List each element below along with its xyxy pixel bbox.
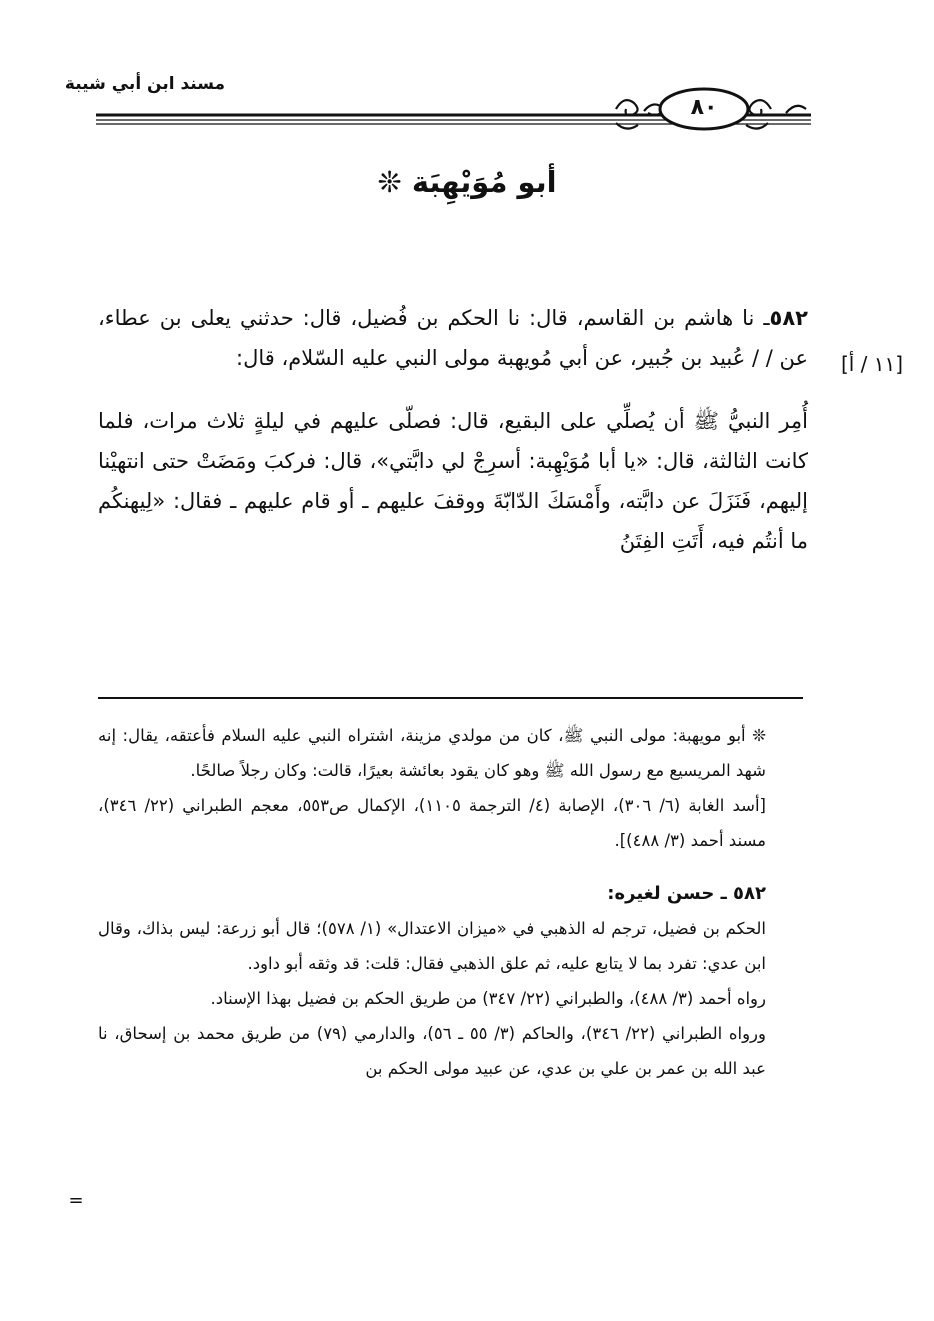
main-text xyxy=(98,298,808,561)
margin-reference: [١١ / أ] xyxy=(840,352,904,376)
footnote-sources: [أسد الغابة (٦/ ٣٠٦)، الإصابة (٤/ الترجمة ١١٠٥)، الإكمال ص٥٥٣، معجم الطبراني (٢٢/ ٣٤٦)، مسند أحمد (٣/ ٤٨٨)]. xyxy=(98,796,766,850)
continuation-mark: = xyxy=(68,1190,84,1211)
page-number: ٨٠ xyxy=(690,95,718,120)
running-title: مسند ابن أبي شيبة xyxy=(64,74,226,94)
hadith-number: ٥٨٢ xyxy=(769,306,808,330)
grading-note: رواه أحمد (٣/ ٤٨٨)، والطبراني (٢٢/ ٣٤٧) من طريق الحكم بن فضيل بهذا الإسناد. xyxy=(210,989,766,1008)
footnotes xyxy=(98,718,766,1086)
section-title: أبو مُوَيْهِبَة ❊ xyxy=(377,165,557,199)
grading-heading: ٥٨٢ ـ حسن لغيره: xyxy=(607,883,766,904)
grading-note: الحكم بن فضيل، ترجم له الذهبي في «ميزان الاعتدال» (١/ ٥٧٨)؛ قال أبو زرعة: ليس بذاك، وقال ابن عدي: تفرد بما لا يتابع عليه، ثم علق الذهبي فقال: قلت: قد وثقه أبو داود. xyxy=(98,919,767,973)
footnote-divider xyxy=(98,697,803,699)
grading-note: ورواه الطبراني (٢٢/ ٣٤٦)، والحاكم (٣/ ٥٥ ـ ٥٦)، والدارمي (٧٩) من طريق محمد بن إسحاق، نا عبد الله بن عمر بن علي بن عدي، عن عبيد مولى الحكم بن xyxy=(98,1024,766,1078)
footnote-biography: ❊ أبو مويهبة: مولى النبي ﷺ، كان من مولدي مزينة، اشتراه النبي عليه السلام فأعتقه، يقال: إنه شهد المريسيع مع رسول الله ﷺ وهو كان يقود بعائشة بعيرًا، قالت: وكان رجلاً صالحًا. xyxy=(98,726,766,780)
matn-paragraph: أُمِر النبيُّ ﷺ أن يُصلِّي على البقيع، قال: فصلّى عليهم في ليلةٍ ثلاث مرات، فلما كانت الثالثة، قال: «يا أبا مُوَيْهِبة: أسرِجْ لي دابَّتي»، قال: فركبَ ومَضَتْ حتى انتهيْنا إليهم، فَنَزَلَ عن دابَّته، وأَمْسَكَ الدّابّةَ ووقفَ عليهم ـ أو قام عليهم ـ فقال: «لِيهنكُم ما أنتُم فيه، أَتَتِ الفِتَنُ xyxy=(98,409,808,553)
isnad-text: ـ نا هاشم بن القاسم، قال: نا الحكم بن فُضيل، قال: حدثني يعلى بن عطاء، عن / / عُبيد بن جُبير، عن أبي مُويهبة مولى النبي عليه السّلام، قال: xyxy=(98,306,808,370)
hadith-paragraph xyxy=(98,298,808,378)
